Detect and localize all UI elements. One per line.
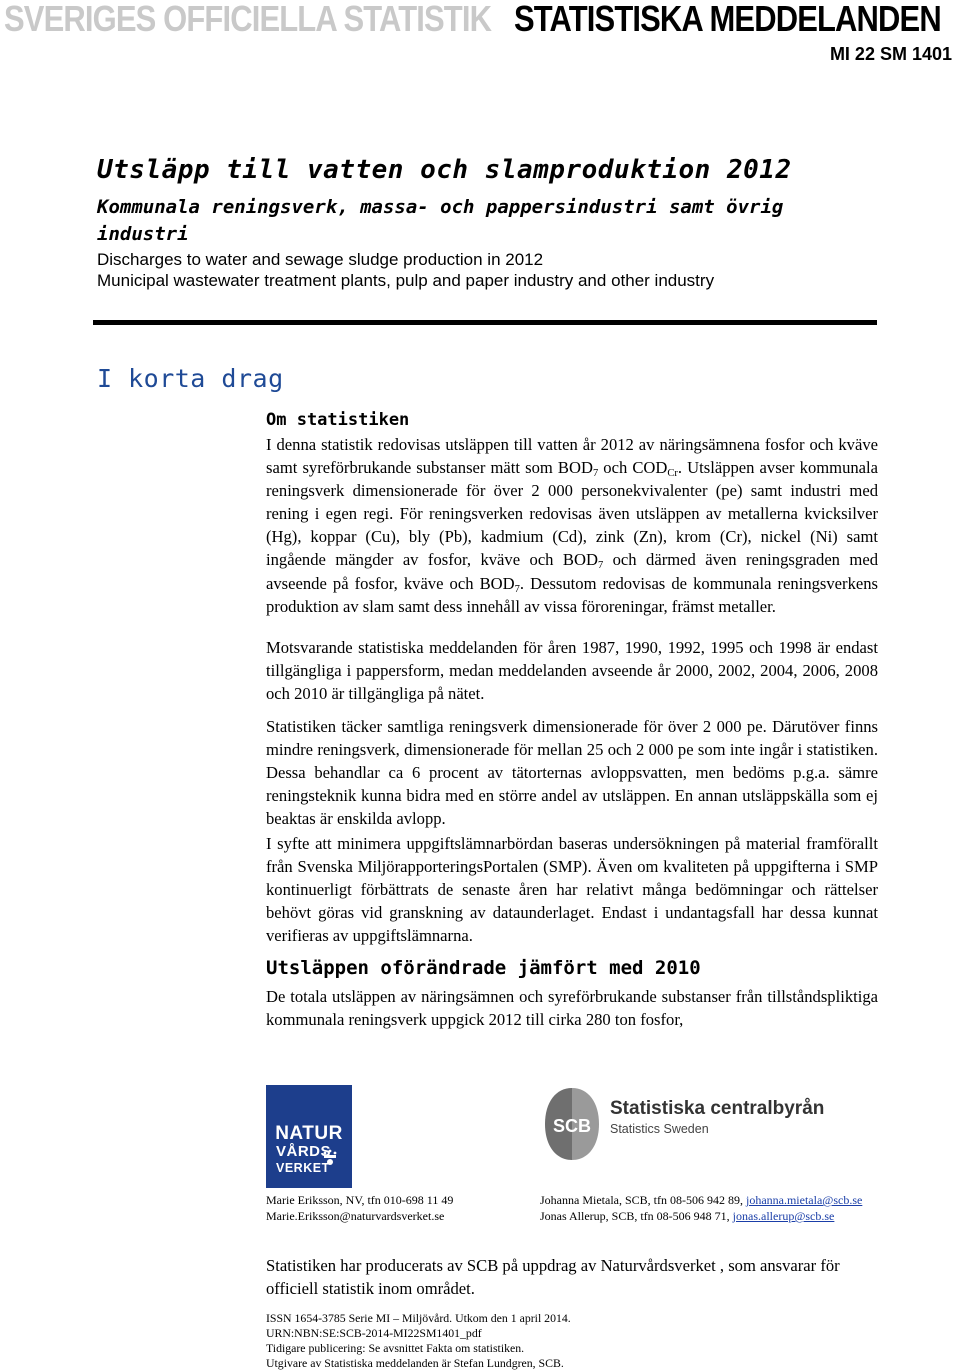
scb-logo-name: Statistiska centralbyrån xyxy=(610,1098,825,1119)
svg-text:SCB: SCB xyxy=(552,1116,592,1136)
paragraph-coverage: Statistiken täcker samtliga reningsverk dimensionerade för över 2 000 pe. Därutöver finns mindre reningsverk, dimensionerade för mellan 25 och 2 000 pe som inte ingår i statistiken. Dessa behandlar ca 6 procent av tätorternas avloppsvatten, men bedöms p.g.a. sämre reningsteknik kunna bidra med en större andel av utsläppen. En annan utsläppskälla som ej beaktas är enskilda avlopp. xyxy=(266,717,878,829)
english-subtitle: Municipal wastewater treatment plants, pulp and paper industry and other industry xyxy=(97,271,715,290)
contact-line: Johanna Mietala, SCB, tfn 08-506 942 89, johanna.mietala@scb.se xyxy=(540,1193,863,1207)
series-name-official: SVERIGES OFFICIELLA STATISTIK xyxy=(4,0,492,39)
contact-naturvardsverket xyxy=(266,1192,453,1224)
series-banner xyxy=(0,0,960,42)
contact-email: Marie.Eriksson@naturvardsverket.se xyxy=(266,1209,445,1223)
contact-scb xyxy=(540,1192,862,1224)
producer-statement: Statistiken har producerats av SCB på uppdrag av Naturvårdsverket , som ansvarar för officiell statistik inom området. xyxy=(266,1256,840,1298)
email-link[interactable]: johanna.mietala@scb.se xyxy=(745,1193,863,1207)
summary-heading: I korta drag xyxy=(97,364,284,393)
naturvardsverket-logo: NATUR VÅRDS VERKET xyxy=(266,1085,352,1188)
contact-line: Jonas Allerup, SCB, tfn 08-506 948 71, jonas.allerup@scb.se xyxy=(540,1209,835,1223)
about-statistics-heading: Om statistiken xyxy=(266,410,410,430)
english-title: Discharges to water and sewage sludge production in 2012 xyxy=(97,250,544,269)
title-divider xyxy=(93,320,877,325)
scb-logo-mark xyxy=(542,1086,602,1162)
scb-logo-subtitle: Statistics Sweden xyxy=(610,1122,709,1136)
urn-line: URN:NBN:SE:SCB-2014-MI22SM1401_pdf xyxy=(266,1326,482,1340)
paragraph-emissions: De totala utsläppen av näringsämnen och syreförbrukande substanser från tillståndspliktiga kommunala reningsverk uppgick 2012 till cirka 280 ton fosfor, xyxy=(266,987,878,1030)
section-heading-emissions: Utsläppen oförändrade jämfört med 2010 xyxy=(266,957,701,979)
series-code: MI 22 SM 1401 xyxy=(829,44,952,64)
previous-publication-line: Tidigare publicering: Se avsnittet Fakta om statistiken. xyxy=(266,1341,525,1355)
contact-line: Marie Eriksson, NV, tfn 010-698 11 49 xyxy=(266,1193,454,1207)
page-subtitle: Kommunala reningsverk, massa- och pappersindustri samt övrig industri xyxy=(97,196,784,245)
paragraph-about: I denna statistik redovisas utsläppen till vatten år 2012 av näringsämnena fosfor och kväve samt syreförbrukande substanser mätt som $BOD_7$ och $COD_{Cr}$. Utsläppen avser kommunala reningsverk dimensionerade för över 2 000 personekvivalenter (pe) samt industri med rening i egen regi. För reningsverken redovisas även utsläppen av metallerna kvicksilver (Hg), koppar (Cu), bly (Pb), kadmium (Cd), zink (Zn), krom (Cr), nickel (Ni) samt ingående mängder av fosfor, kväve och $BOD_7$ och därmed även reningsgraden med avseende på fosfor, kväve och $BOD_7$. Dessutom redovisas de kommunala reningsverkens produktion av slam samt dess innehåll av vissa föroreningar, främst metaller. xyxy=(266,435,879,616)
paragraph-earlier-reports: Motsvarande statistiska meddelanden för åren 1987, 1990, 1992, 1995 och 1998 är endast tillgängliga i pappersform, medan meddelanden avseende år 2000, 2002, 2004, 2006, 2008 och 2010 är tillgängliga på nätet. xyxy=(266,638,878,704)
email-link[interactable]: jonas.allerup@scb.se xyxy=(732,1209,835,1223)
page-title: Utsläpp till vatten och slamproduktion 2012 xyxy=(97,155,792,185)
paragraph-data-sources: I syfte att minimera uppgiftslämnarbördan baseras undersökningen på material framförallt från Svenska MiljörapporteringsPortalen (SMP). Även om kvaliteten på uppgifterna i SMP kontinuerligt förbättrats de senaste åren har relativt många bedömningar och rättelser behövt göras vid granskning av dataunderlaget. Endast i undantagsfall har dessa kunnat verifieras av uppgiftslämnarna. xyxy=(266,834,878,946)
publisher-line: Utgivare av Statistiska meddelanden är Stefan Lundgren, SCB. xyxy=(266,1356,564,1370)
issn-line: ISSN 1654-3785 Serie MI – Miljövård. Utkom den 1 april 2014. xyxy=(266,1311,571,1325)
series-name-messages: STATISTISKA MEDDELANDEN xyxy=(514,0,941,39)
